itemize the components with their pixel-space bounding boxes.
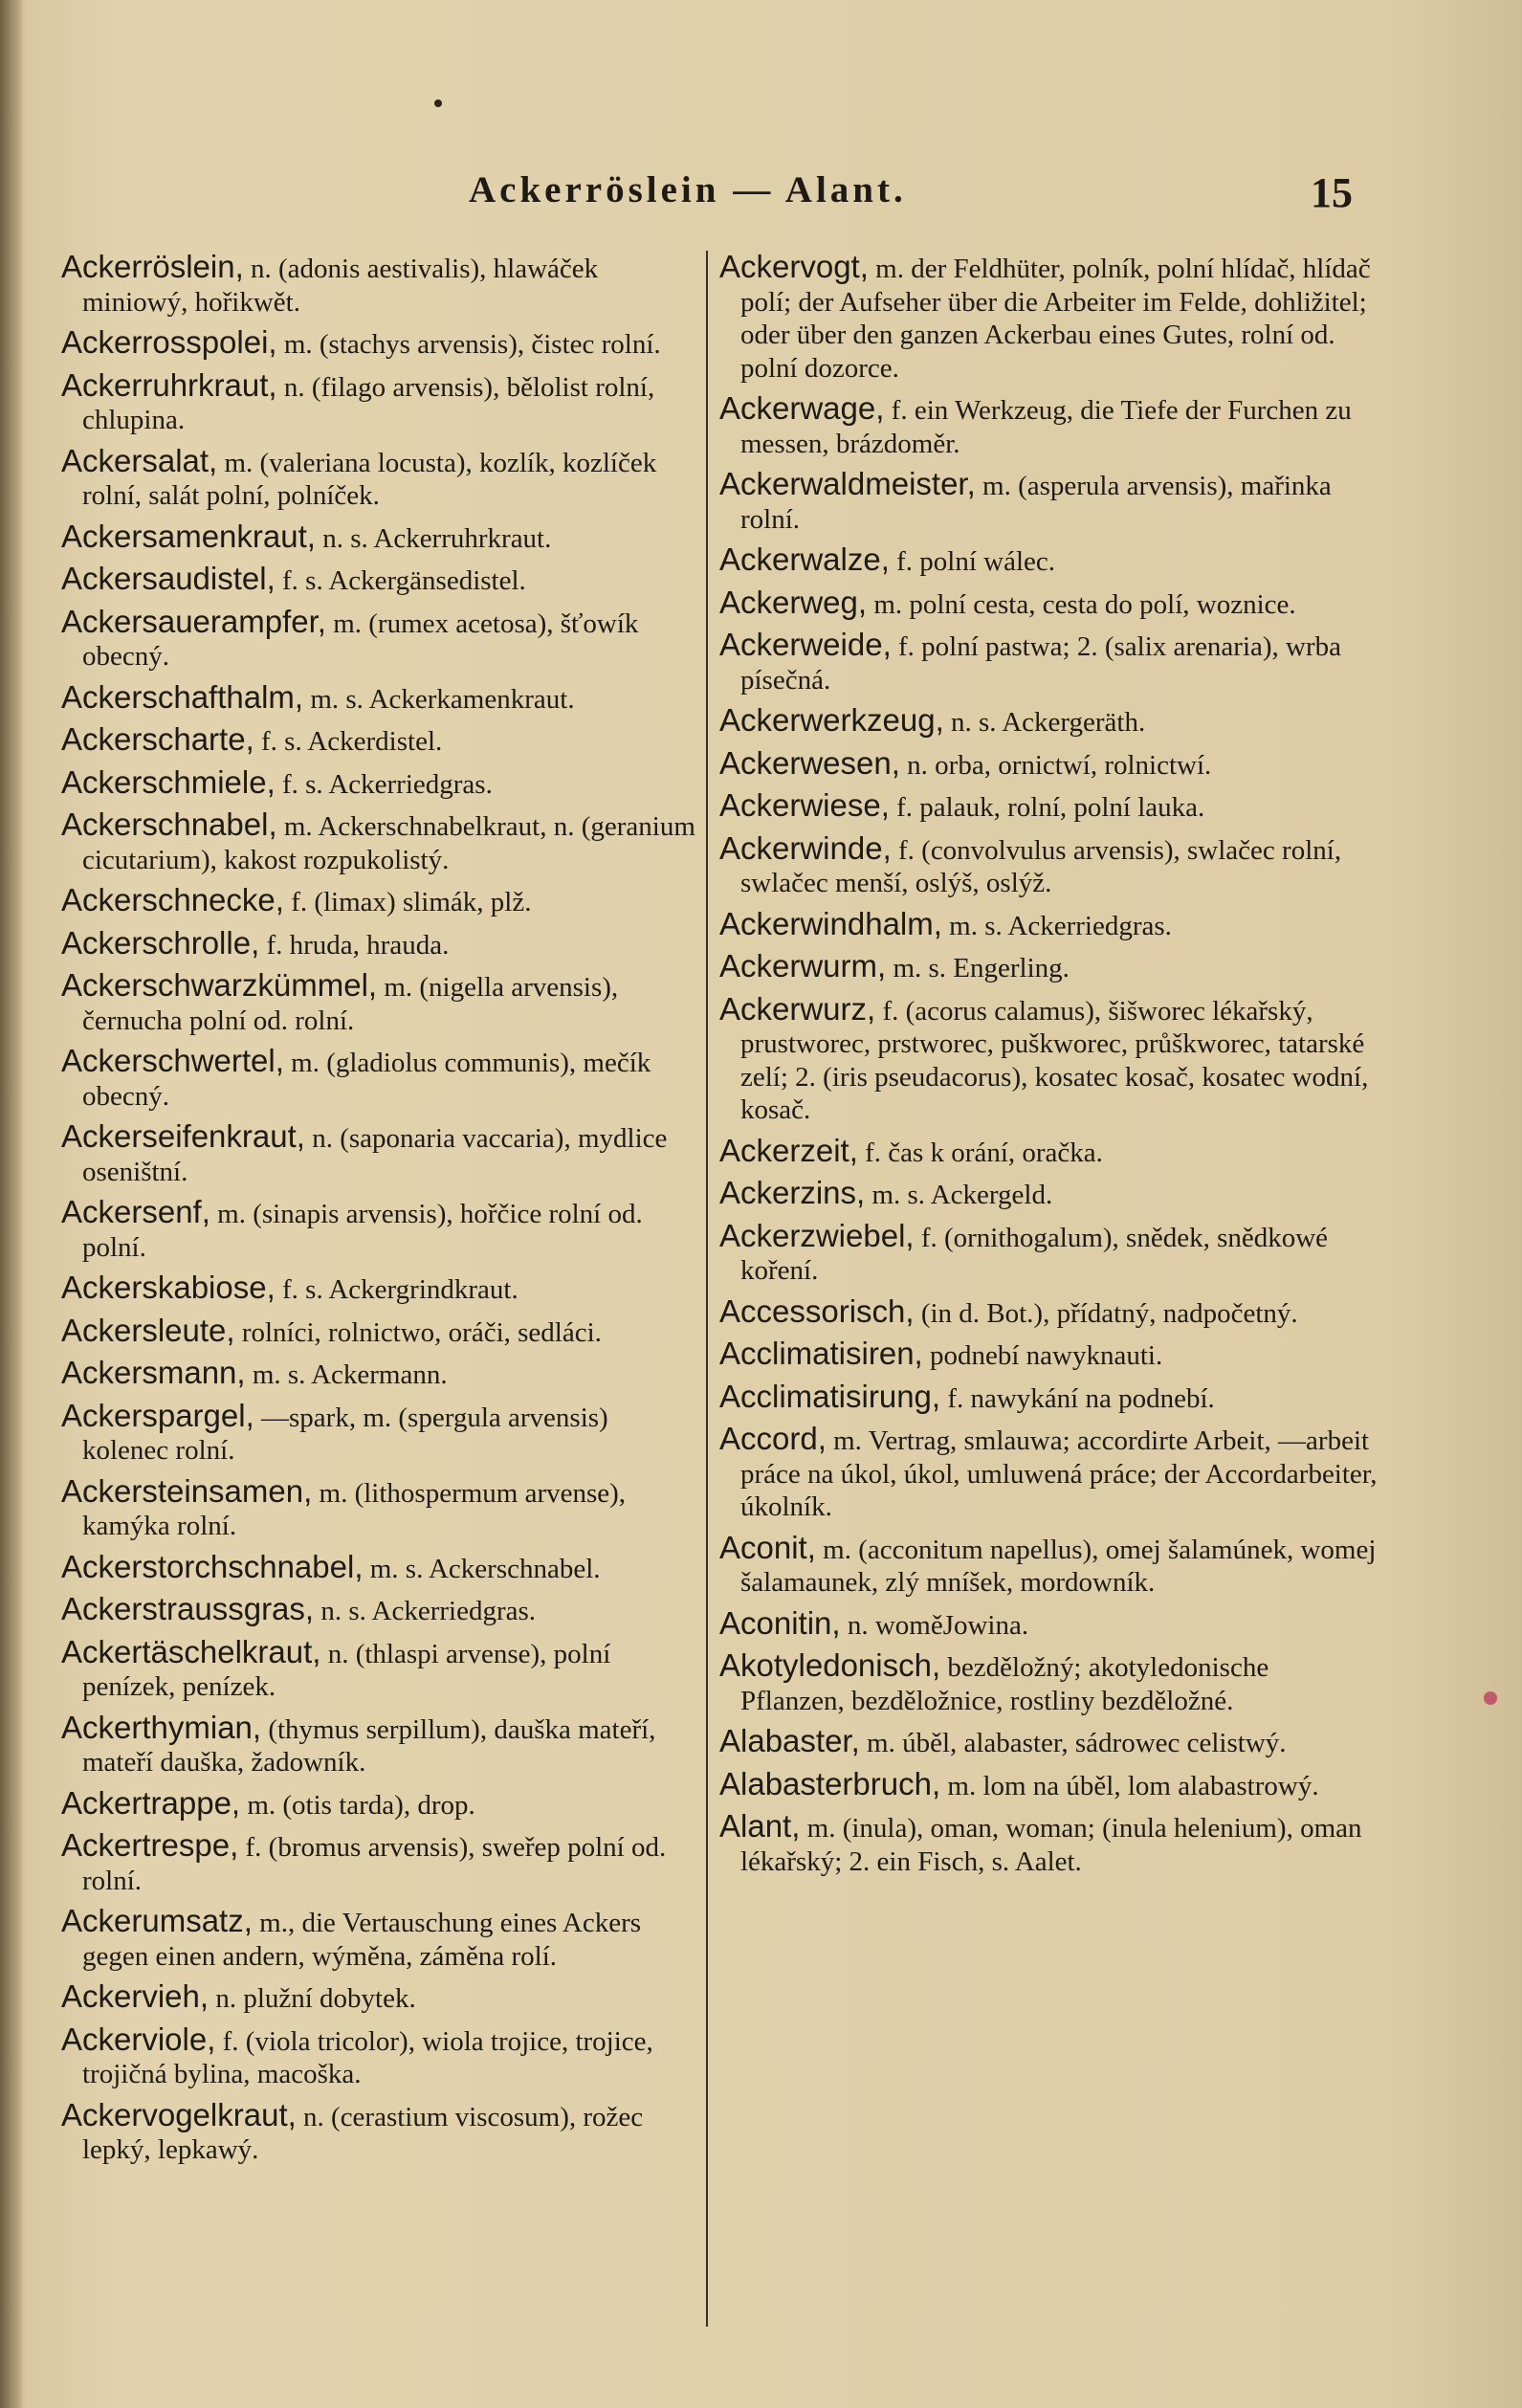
- dictionary-entry: [719, 251, 1379, 385]
- dictionary-entry: [719, 1337, 1379, 1373]
- entry-headword: Ackerumsatz,: [61, 1903, 253, 1938]
- entry-headword: Ackerscharte,: [61, 721, 254, 757]
- entry-headword: Ackerskabiose,: [61, 1270, 276, 1305]
- dictionary-entry: [61, 723, 696, 759]
- entry-headword: Ackerspargel,: [61, 1397, 254, 1433]
- entry-definition: f. (bromus arvensis), sweřep polní od. rolní.: [82, 1832, 667, 1896]
- entry-headword: Acclimatisirung,: [719, 1378, 941, 1414]
- entry-definition: rolníci, rolnictwo, oráči, sedláci.: [234, 1316, 602, 1348]
- entry-headword: Acclimatisiren,: [719, 1336, 923, 1371]
- dictionary-entry: [719, 829, 1379, 900]
- entry-definition: n. plužní dobytek.: [209, 1983, 416, 2014]
- entry-definition: podnebí nawyknauti.: [922, 1340, 1163, 1371]
- dictionary-entry: [61, 808, 696, 876]
- entry-definition: n. woměJowina.: [840, 1609, 1029, 1641]
- dictionary-entry: [719, 586, 1379, 622]
- entry-definition: m. Vertrag, smlauwa; accordirte Arbeit, —arbeit práce na úkol, úkol, umluwená práce; der Accordarbeiter, úkolník.: [740, 1425, 1378, 1522]
- entry-definition: m. (valeriana locusta), kozlík, kozlíček rolní, salát polní, polníček.: [82, 447, 657, 511]
- dictionary-entry: [61, 1709, 696, 1779]
- entry-headword: Ackerschwertel,: [61, 1043, 284, 1078]
- entry-definition: n. (adonis aestivalis), hlawáček miniowý, hořikwět.: [82, 254, 599, 318]
- entry-definition: m., die Vertauschung eines Ackers gegen einen andern, wýměna, záměna rolí.: [82, 1908, 642, 1972]
- dictionary-entry: [61, 1829, 696, 1897]
- page-binding-edge: [0, 0, 23, 2408]
- entry-definition: n. s. Ackerriedgras.: [314, 1596, 537, 1626]
- entry-headword: Aconit,: [719, 1529, 816, 1565]
- entry-definition: f. polní pastwa; 2. (salix arenaria), wrba písečná.: [740, 631, 1342, 696]
- entry-definition: f. čas k orání, oračka.: [857, 1137, 1103, 1168]
- dictionary-entry: [61, 1633, 696, 1704]
- dictionary-entry: [719, 1725, 1379, 1760]
- dictionary-entry: [61, 603, 696, 674]
- entry-headword: Ackervogelkraut,: [61, 2096, 297, 2132]
- dictionary-entry: [719, 1649, 1379, 1717]
- dictionary-entry: [61, 442, 696, 513]
- entry-headword: Ackerzins,: [719, 1175, 866, 1210]
- entry-headword: Akotyledonisch,: [719, 1647, 941, 1683]
- entry-definition: f. ein Werkzeug, die Tiefe der Furchen zu messen, brázdoměr.: [740, 395, 1352, 459]
- entry-headword: Ackerwiese,: [719, 787, 890, 823]
- entry-definition: f. s. Ackerdistel.: [254, 726, 443, 757]
- dictionary-entry: [61, 1548, 696, 1586]
- entry-headword: Ackerseifenkraut,: [61, 1118, 305, 1154]
- dictionary-entry: [61, 366, 696, 437]
- ink-stain: [1484, 1691, 1497, 1705]
- dictionary-entry: [61, 884, 696, 919]
- entry-definition: bezděložný; akotyledonische Pflanzen, bezděložnice, rostliny bezděložné.: [740, 1652, 1269, 1716]
- dictionary-entry: [61, 1593, 696, 1628]
- entry-headword: Ackerwurz,: [719, 990, 876, 1027]
- entry-headword: Ackerschwarzkümmel,: [61, 967, 378, 1003]
- entry-definition: m. (gladiolus communis), mečík obecný.: [82, 1048, 651, 1112]
- entry-headword: Ackerviole,: [61, 2021, 216, 2057]
- dictionary-entry: [61, 2096, 696, 2167]
- dictionary-entry: [719, 905, 1379, 943]
- entry-definition: m. s. Ackerkamenkraut.: [303, 683, 575, 715]
- entry-definition: n. (cerastium viscosum), rožec lepký, lepkawý.: [82, 2101, 644, 2165]
- dictionary-entry: [719, 1423, 1379, 1524]
- entry-definition: (thymus serpillum), dauška mateří, mateří dauška, žadowník.: [82, 1713, 656, 1778]
- entry-headword: Ackerschnabel,: [61, 806, 277, 842]
- entry-definition: f. (acorus calamus), šišworec lékařský, prustworec, prstworec, puškworec, průškworec, tatarské zelí; 2. (iris pseudacorus), kosatec kosač, kosatec wodní, kosač.: [740, 995, 1369, 1125]
- entry-headword: Ackerwesen,: [719, 744, 900, 781]
- entry-definition: f. (ornithogalum), snědek, snědkowé koření.: [740, 1222, 1329, 1286]
- dictionary-entry: [719, 392, 1379, 460]
- dictionary-entry: [719, 1132, 1379, 1170]
- entry-definition: m. (otis tarda), drop.: [240, 1789, 475, 1821]
- entry-definition: f. s. Ackergänsedistel.: [275, 565, 526, 596]
- entry-definition: (in d. Bot.), přídatný, nadpočetný.: [914, 1297, 1298, 1329]
- entry-headword: Ackersamenkraut,: [61, 518, 316, 554]
- entry-headword: Ackerstraussgras,: [61, 1591, 315, 1626]
- entry-definition: f. s. Ackerriedgras.: [275, 768, 493, 800]
- entry-definition: f. polní wálec.: [889, 546, 1056, 577]
- entry-headword: Ackerschafthalm,: [61, 678, 304, 715]
- entry-definition: f. (viola tricolor), wiola trojice, trojice, trojičná bylina, macoška.: [82, 2025, 653, 2089]
- entry-definition: n. orba, ornictwí, rolnictwí.: [899, 749, 1212, 781]
- entry-definition: f. s. Ackergrindkraut.: [275, 1274, 518, 1305]
- entry-headword: Ackerzwiebel,: [719, 1217, 915, 1253]
- dictionary-entry: [719, 704, 1379, 740]
- dictionary-entry: [719, 789, 1379, 825]
- entry-definition: m. úběl, alabaster, sádrowec celistwý.: [859, 1728, 1287, 1758]
- dictionary-entry: [719, 1810, 1379, 1878]
- dictionary-entry: [61, 1314, 696, 1350]
- entry-definition: f. (convolvulus arvensis), swlačec rolní, swlačec menší, oslýš, oslýž.: [740, 834, 1342, 898]
- entry-headword: Ackerwindhalm,: [719, 905, 942, 941]
- entry-headword: Accessorisch,: [719, 1292, 915, 1329]
- dictionary-entry: [719, 1378, 1379, 1416]
- dictionary-entry: [61, 1357, 696, 1392]
- entry-definition: m. polní cesta, cesta do polí, woznice.: [867, 588, 1296, 620]
- dictionary-entry: [61, 1196, 696, 1264]
- entry-definition: f. palauk, rolní, polní lauka.: [889, 792, 1205, 823]
- entry-definition: m. s. Ackerschnabel.: [363, 1553, 601, 1584]
- print-speck: [434, 99, 442, 107]
- entry-headword: Ackerschrolle,: [61, 924, 260, 961]
- dictionary-entry: [719, 990, 1379, 1127]
- dictionary-entry: [61, 2023, 696, 2091]
- dictionary-entry: [61, 1271, 696, 1307]
- entry-definition: m. (nigella arvensis), černucha polní od. rolní.: [82, 972, 619, 1036]
- entry-headword: Aconitin,: [719, 1604, 841, 1641]
- dictionary-entry: [719, 629, 1379, 696]
- entry-headword: Ackerröslein,: [61, 249, 244, 284]
- dictionary-entry: [61, 1045, 696, 1113]
- entry-definition: n. s. Ackerruhrkraut.: [315, 522, 552, 554]
- entry-definition: n. (saponaria vaccaria), mydlice oseništní.: [82, 1123, 668, 1187]
- dictionary-entry: [719, 1529, 1379, 1600]
- dictionary-entry: [61, 563, 696, 598]
- entry-headword: Ackersenf,: [61, 1194, 210, 1229]
- page-number: 15: [1311, 169, 1353, 216]
- entry-headword: Ackerruhrkraut,: [61, 366, 277, 403]
- dictionary-entry: [719, 1177, 1379, 1212]
- entry-definition: m. s. Ackergeld.: [865, 1180, 1053, 1210]
- entry-headword: Ackerrosspolei,: [61, 324, 277, 360]
- dictionary-entry: [719, 543, 1379, 579]
- entry-headword: Ackerweg,: [719, 584, 868, 620]
- entry-definition: m. (sinapis arvensis), hořčice rolní od. polní.: [82, 1199, 643, 1263]
- entry-headword: Ackerstorchschnabel,: [61, 1548, 364, 1584]
- entry-headword: Ackertrappe,: [61, 1784, 241, 1821]
- dictionary-entry: [61, 763, 696, 802]
- entry-definition: n. s. Ackergeräth.: [943, 707, 1146, 738]
- dictionary-entry: [719, 1217, 1379, 1288]
- entry-headword: Ackervieh,: [61, 1978, 210, 2014]
- entry-headword: Alabasterbruch,: [719, 1765, 941, 1801]
- entry-headword: Ackersaudistel,: [61, 561, 276, 596]
- entry-definition: m. (asperula arvensis), mařinka rolní.: [740, 471, 1332, 535]
- entry-definition: f. hruda, hrauda.: [259, 929, 450, 961]
- dictionary-entry: [61, 924, 696, 962]
- dictionary-entry: [719, 1292, 1379, 1331]
- entry-definition: f. nawykání na podnebí.: [940, 1382, 1215, 1414]
- dictionary-entry: [61, 251, 696, 319]
- dictionary-entry: [719, 1765, 1379, 1803]
- entry-headword: Alabaster,: [719, 1723, 860, 1758]
- dictionary-entry: [61, 678, 696, 717]
- left-column: [61, 251, 696, 2175]
- entry-headword: Ackersleute,: [61, 1312, 235, 1348]
- entry-headword: Ackerwerkzeug,: [719, 702, 944, 738]
- entry-headword: Ackersteinsamen,: [61, 1472, 313, 1509]
- dictionary-entry: [61, 1472, 696, 1543]
- entry-definition: m. der Feldhüter, polník, polní hlídač, hlídač polí; der Aufseher über die Arbeiter im Felde, dohližitel; oder über den ganzen Ackerbau eines Gutes, rolní od. polní dozorce.: [740, 254, 1371, 384]
- entry-definition: m. (stachys arvensis), čistec rolní.: [276, 329, 661, 360]
- entry-headword: Ackerweide,: [719, 627, 892, 662]
- dictionary-entry: [61, 969, 696, 1037]
- entry-definition: m. lom na úběl, lom alabastrowý.: [940, 1770, 1319, 1801]
- entry-headword: Ackerwalze,: [719, 541, 890, 577]
- dictionary-entry: [719, 744, 1379, 783]
- entry-headword: Ackerwinde,: [719, 829, 892, 866]
- entry-definition: n. (filago arvensis), bělolist rolní, chlupina.: [82, 371, 655, 435]
- dictionary-entry: [61, 1905, 696, 1973]
- entry-headword: Ackerschmiele,: [61, 763, 276, 800]
- entry-definition: m. (lithospermum arvense), kamýka rolní.: [82, 1477, 627, 1541]
- entry-definition: —spark, m. (spergula arvensis) kolenec rolní.: [82, 1402, 608, 1466]
- dictionary-entry: [61, 326, 696, 362]
- entry-headword: Ackersmann,: [61, 1355, 246, 1390]
- entry-definition: f. (limax) slimák, plž.: [283, 887, 532, 917]
- entry-headword: Ackerthymian,: [61, 1709, 262, 1745]
- entry-headword: Ackervogt,: [719, 249, 869, 284]
- entry-headword: Ackerschnecke,: [61, 882, 284, 917]
- dictionary-entry: [61, 1397, 696, 1468]
- entry-definition: m. Ackerschnabelkraut, n. (geranium cicutarium), kakost rozpukolistý.: [82, 811, 695, 875]
- running-head: [0, 168, 1522, 226]
- entry-headword: Ackersalat,: [61, 442, 218, 478]
- entry-headword: Ackerwurm,: [719, 948, 887, 983]
- entry-headword: Ackertrespe,: [61, 1827, 239, 1863]
- entry-headword: Ackerwage,: [719, 390, 885, 426]
- dictionary-entry: [61, 1120, 696, 1188]
- dictionary-entry: [61, 1784, 696, 1823]
- dictionary-entry: [61, 520, 696, 556]
- entry-definition: m. s. Ackermann.: [245, 1359, 448, 1390]
- entry-headword: Alant,: [719, 1808, 801, 1844]
- dictionary-entry: [719, 468, 1379, 536]
- column-divider: [706, 251, 708, 2327]
- entry-definition: m. (inula), oman, woman; (inula helenium), oman lékařský; 2. ein Fisch, s. Aalet.: [740, 1813, 1362, 1877]
- right-column: [719, 251, 1379, 1886]
- dictionary-entry: [719, 1604, 1379, 1643]
- entry-definition: m. s. Engerling.: [886, 953, 1070, 983]
- entry-definition: n. (thlaspi arvense), polní penízek, penízek.: [82, 1638, 611, 1702]
- dictionary-entry: [719, 950, 1379, 985]
- entry-headword: Ackerzeit,: [719, 1132, 858, 1168]
- entry-headword: Ackertäschelkraut,: [61, 1633, 321, 1669]
- entry-headword: Ackerwaldmeister,: [719, 466, 976, 501]
- entry-headword: Ackersauerampfer,: [61, 603, 326, 639]
- entry-definition: m. (acconitum napellus), omej šalamúnek, womej šalamaunek, zlý mníšek, mordowník.: [740, 1534, 1377, 1598]
- entry-definition: m. s. Ackerriedgras.: [941, 910, 1172, 941]
- running-head-title: Ackerröslein — Alant.: [469, 169, 907, 210]
- entry-headword: Accord,: [719, 1421, 827, 1456]
- dictionary-entry: [61, 1980, 696, 2016]
- entry-definition: m. (rumex acetosa), šťowík obecný.: [82, 608, 639, 672]
